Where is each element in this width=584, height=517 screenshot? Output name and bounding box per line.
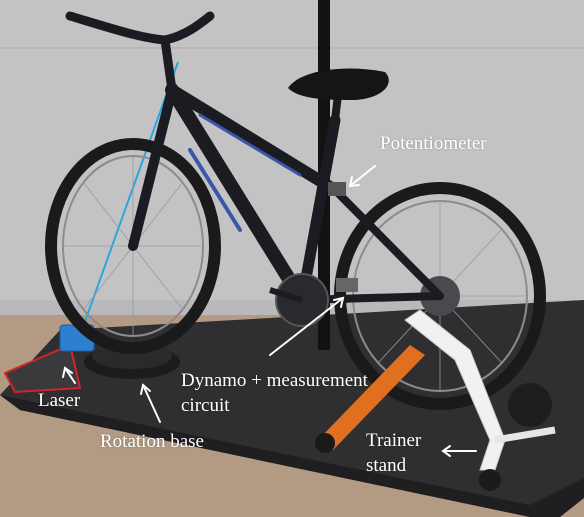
- potentiometer-device: [328, 182, 346, 196]
- dynamo-device: [336, 278, 358, 292]
- trainer-label-line1: Trainer: [366, 430, 422, 451]
- trainer-resistance-unit: [508, 383, 552, 427]
- dynamo-label-line1: Dynamo + measurement: [181, 370, 368, 391]
- trainer-label-line2: stand: [366, 455, 407, 476]
- laser-label: Laser: [38, 390, 81, 411]
- trainer-foot-right: [479, 469, 501, 491]
- trainer-foot-left: [315, 433, 335, 453]
- dynamo-label-line2: circuit: [181, 395, 230, 416]
- potentiometer-label: Potentiometer: [380, 133, 487, 154]
- rotation-base-label: Rotation base: [100, 431, 204, 452]
